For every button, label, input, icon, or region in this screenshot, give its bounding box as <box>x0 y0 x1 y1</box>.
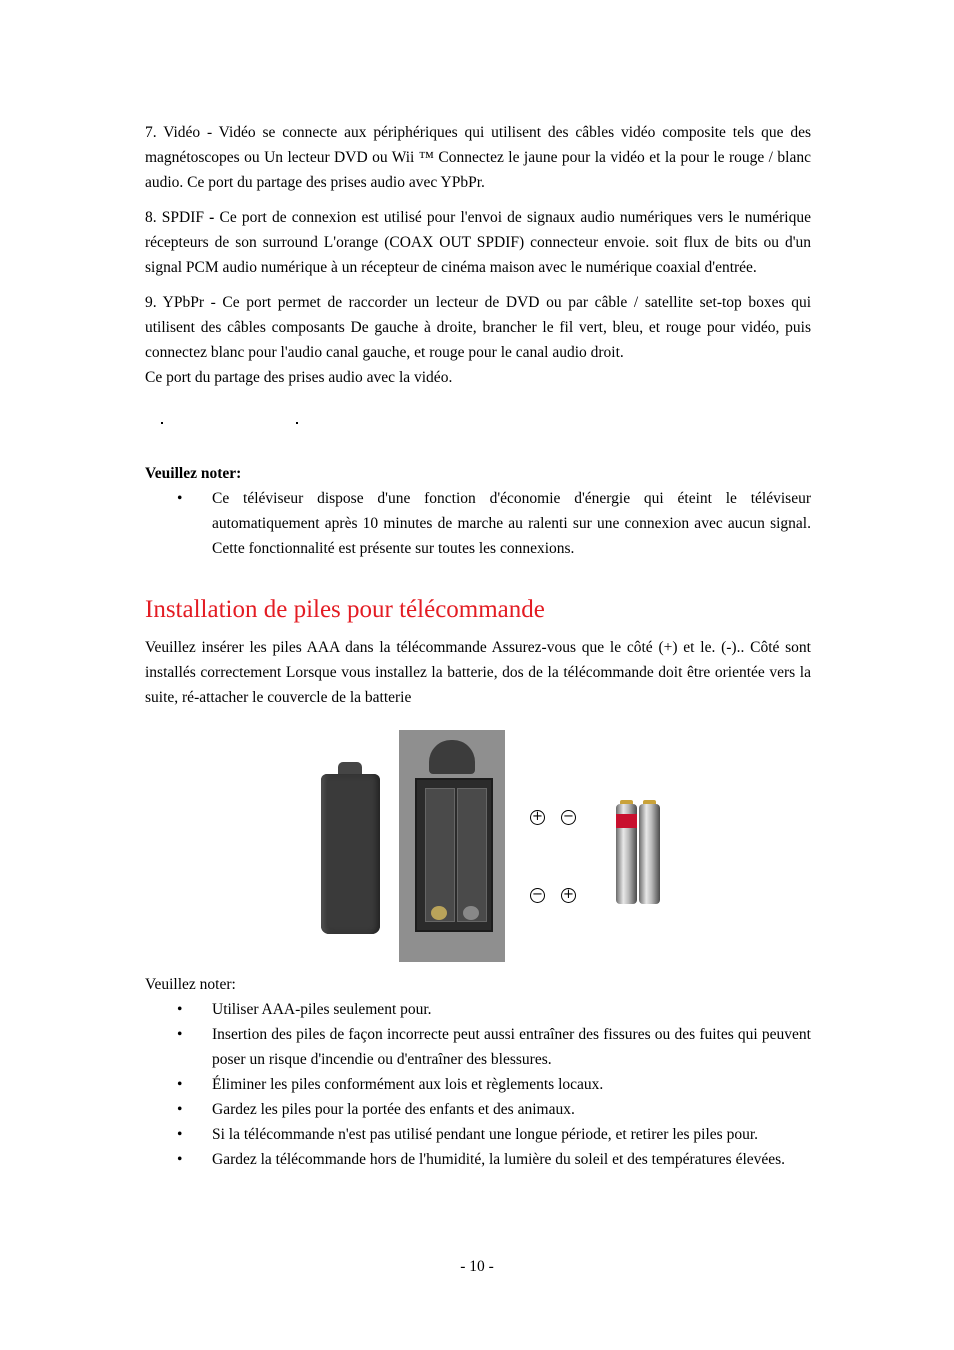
battery-label-band <box>616 814 637 828</box>
bullet-icon: • <box>177 1026 183 1043</box>
list-item <box>145 997 811 1022</box>
minus-icon: − <box>530 888 545 903</box>
bullet-icon: • <box>177 1076 183 1093</box>
paragraph-text: YPbPr - Ce port permet de raccorder un lecteur de DVD ou par câble / satellite set-top boxes qui utilisent des câbles composants De gauche à droite, brancher le fil vert, bleu, et rouge pour vidéo, puis connectez blanc pour l'audio canal gauche, et rouge pour le canal audio droit. <box>145 294 811 361</box>
battery-slot <box>457 788 487 922</box>
battery-cover-image <box>321 774 380 934</box>
item-number: 7. <box>145 124 157 141</box>
plus-icon: + <box>530 810 545 825</box>
battery-slot <box>425 788 455 922</box>
separator: - <box>209 209 215 226</box>
note-title: Veuillez noter: <box>145 465 242 482</box>
list-item <box>145 1097 811 1122</box>
section-heading: Installation de piles pour télécommande <box>145 596 545 623</box>
item-number: 9. <box>145 294 157 311</box>
spring-contact <box>431 906 447 920</box>
remote-back-image <box>399 730 505 962</box>
bullet-icon: • <box>177 490 183 507</box>
remote-sensor-shape <box>429 740 475 774</box>
section-intro: Veuillez insérer les piles AAA dans la télécommande Assurez-vous que le côté (+) et le. (-).. Côté sont installés correctement Lorsque vous installez la batterie, dos de la télécommande doit être orientée vers la suite, ré-attacher le couvercle de la batterie <box>145 639 811 706</box>
list-item <box>145 1072 811 1097</box>
page-number: - 10 - <box>460 1258 494 1275</box>
paragraph-ypbpr-line2: Ce port du partage des prises audio avec la vidéo. <box>145 369 453 386</box>
spring-contact <box>463 906 479 920</box>
dot-mark <box>296 422 298 424</box>
bullet-icon: • <box>177 1151 183 1168</box>
page-content <box>145 120 811 1172</box>
paragraph-video <box>145 120 811 195</box>
paragraph-spdif <box>145 205 811 280</box>
paragraph-text: Ce port de connexion est utilisé pour l'envoi de signaux audio numériques vers le numérique récepteurs de son surround L'orange (COAX OUT SPDIF) connecteur envoie. soit flux de bits ou d'un signal PCM audio numérique à un récepteur de cinéma maison avec le numérique coaxial d'entrée. <box>145 209 811 276</box>
aaa-battery-image <box>639 804 660 904</box>
list-item-text: Insertion des piles de façon incorrecte peut aussi entraîner des fissures ou des fuites qui peuvent poser un risque d'incendie ou d'entraîner des blessures. <box>212 1026 811 1068</box>
plus-icon: + <box>561 888 576 903</box>
list-item-text: Gardez les piles pour la portée des enfants et des animaux. <box>212 1101 575 1118</box>
battery-compartment <box>415 778 493 932</box>
note-title: Veuillez noter: <box>145 976 236 993</box>
list-item-text: Ce téléviseur dispose d'une fonction d'économie d'énergie qui éteint le téléviseur automatiquement après 10 minutes de marche au ralenti sur une connexion avec aucun signal. Cette fonctionnalité est présente sur toutes les connexions. <box>212 490 811 557</box>
list-item <box>145 1022 811 1072</box>
list-item <box>145 1147 811 1172</box>
list-item-text: Si la télécommande n'est pas utilisé pendant une longue période, et retirer les piles pour. <box>212 1126 758 1143</box>
minus-icon: − <box>561 810 576 825</box>
note-list <box>145 486 811 561</box>
list-item-text: Éliminer les piles conformément aux lois et règlements locaux. <box>212 1076 604 1093</box>
item-number: 8. <box>145 209 157 226</box>
list-item <box>145 486 811 561</box>
bullet-icon: • <box>177 1101 183 1118</box>
note-list <box>145 997 811 1172</box>
list-item <box>145 1122 811 1147</box>
list-item-text: Utiliser AAA-piles seulement pour. <box>212 1001 432 1018</box>
spdif-label: SPDIF <box>161 209 204 226</box>
bullet-icon: • <box>177 1126 183 1143</box>
bullet-icon: • <box>177 1001 183 1018</box>
dot-mark <box>161 422 163 424</box>
list-item-text: Gardez la télécommande hors de l'humidité, la lumière du soleil et des températures élevées. <box>212 1151 786 1168</box>
paragraph-text: Vidéo - Vidéo se connecte aux périphériques qui utilisent des câbles vidéo composite tels que des magnétoscopes ou Un lecteur DVD ou Wii ™ Connectez le jaune pour la vidéo et la pour le rouge / blanc audio. Ce port du partage des prises audio avec YPbPr. <box>145 124 811 191</box>
stray-dots <box>145 412 811 437</box>
battery-figure <box>145 730 811 964</box>
paragraph-ypbpr <box>145 290 811 365</box>
